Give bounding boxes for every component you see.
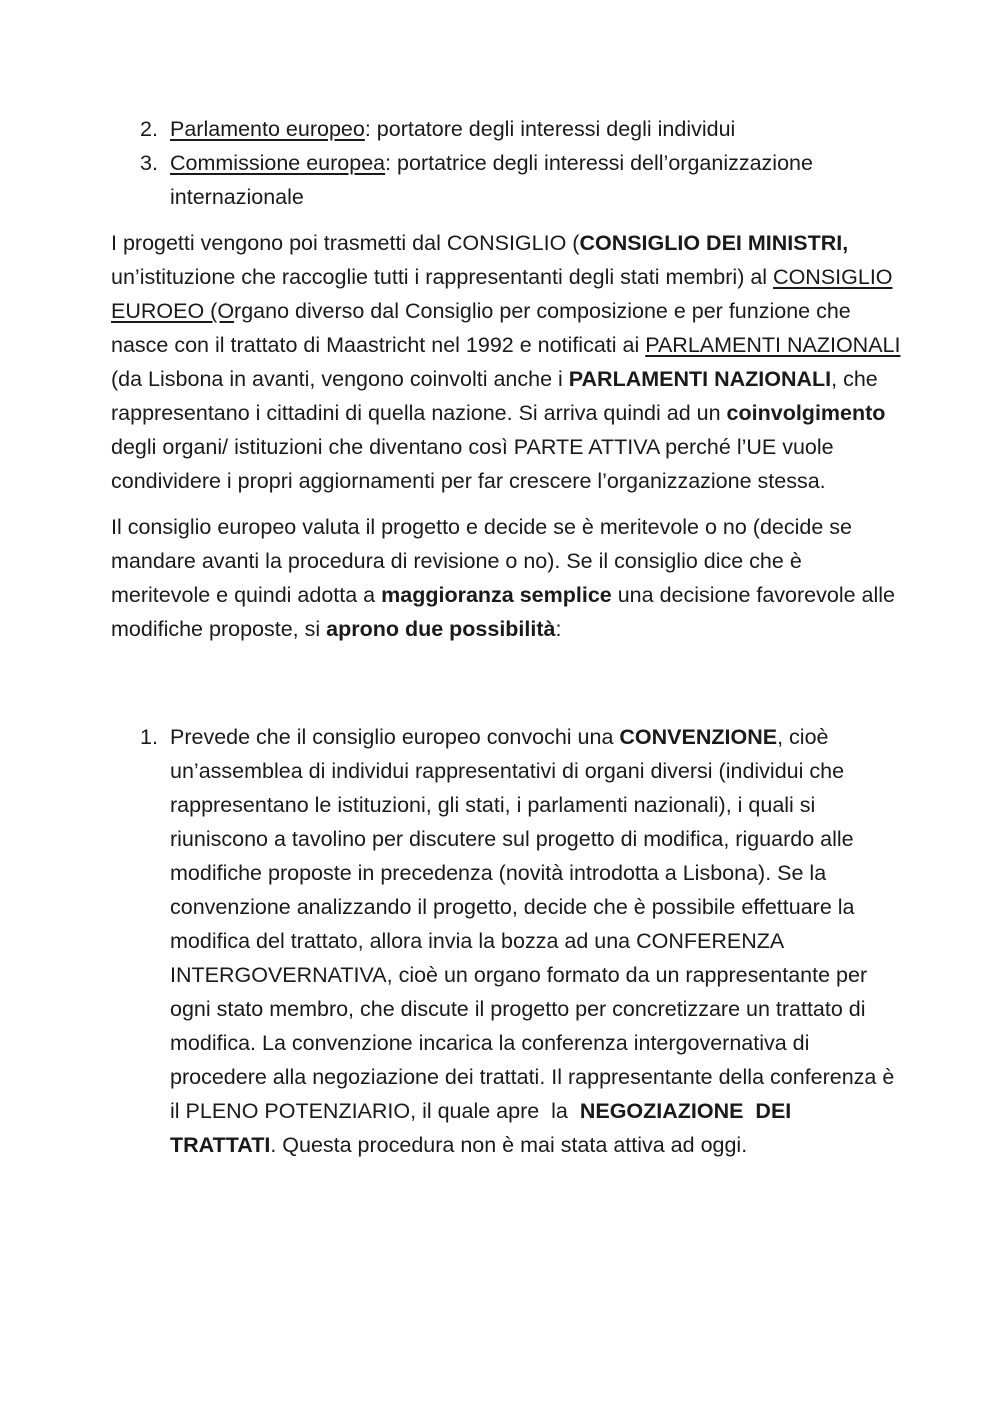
document-page [111, 112, 901, 1162]
list-item [111, 112, 901, 146]
list-term: Commissione europea [170, 151, 386, 175]
text-run: (da Lisbona in avanti, vengono coinvolti anche i [111, 367, 569, 391]
text-run: Prevede che il consiglio europeo convochi una [170, 725, 620, 749]
list-number: 1. [140, 725, 158, 749]
text-run: , che rappresentano i cittadini di quella nazione. Si arriva quindi ad un [111, 367, 878, 425]
list-number: 3. [140, 151, 158, 175]
bold-run: NEGOZIAZIONE DEI TRATTATI [170, 1099, 798, 1157]
numbered-list-top [111, 112, 901, 214]
list-text: : portatrice degli interessi dell’organizzazione internazionale [170, 151, 813, 209]
bold-run: PARLAMENTI NAZIONALI [568, 367, 832, 391]
text-run: , cioè un’assemblea di individui rappresentativi di organi diversi (individui che rappresentano le istituzioni, gli stati, i parlamenti nazionali), i quali si riuniscono a tavolino per discutere sul progetto di modifica, riguardo alle modifiche proposte in precedenza (novità introdotta a Lisbona). Se la convenzione analizzando il progetto, decide che è possibile effettuare la modifica del trattato, allora invia la bozza ad una CONFERENZA INTERGOVERNATIVA, cioè un organo formato da un rappresentante per ogni stato membro, che discute il progetto per concretizzare un trattato di modifica. La convenzione incarica la conferenza intergovernativa di procedere alla negoziazione dei trattati. Il rappresentante della conferenza è il PLENO POTENZIARIO, il quale apre la [170, 725, 901, 1123]
bold-run: CONSIGLIO DEI MINISTRI, [579, 231, 849, 255]
text-run: I progetti vengono poi trasmetti dal CONSIGLIO ( [111, 231, 580, 255]
text-run: una decisione favorevole alle modifiche proposte, si [111, 583, 896, 641]
list-item [111, 720, 901, 1162]
text-run: rgano diverso dal Consiglio per composizione e per funzione che nasce con il trattato di Maastricht nel 1992 e notificati ai [111, 299, 851, 357]
text-run: un’istituzione che raccoglie tutti i rappresentanti degli stati membri) al [111, 265, 774, 289]
list-number: 2. [140, 117, 158, 141]
text-run: degli organi/ istituzioni che diventano così PARTE ATTIVA perché l’UE vuole condividere i propri aggiornamenti per far crescere l’organizzazione stessa. [111, 435, 834, 493]
list-term: Parlamento europeo [170, 117, 365, 141]
paragraph-evaluation [111, 510, 901, 646]
text-run: . Questa procedura non è mai stata attiva ad oggi. [270, 1133, 748, 1157]
bold-run: coinvolgimento [726, 401, 886, 425]
text-run: : [555, 617, 562, 641]
underlined-run: PARLAMENTI NAZIONALI [645, 333, 901, 357]
paragraph-transmission [111, 226, 901, 498]
bold-run: maggioranza semplice [381, 583, 612, 607]
numbered-list-bottom [111, 720, 901, 1162]
bold-run: CONVENZIONE [619, 725, 778, 749]
bold-run: aprono due possibilità [326, 617, 556, 641]
list-text: : portatore degli interessi degli individui [364, 117, 736, 141]
list-item [111, 146, 901, 214]
underlined-run: CONSIGLIO EUROEO (O [111, 265, 893, 323]
text-run: Il consiglio europeo valuta il progetto e decide se è meritevole o no (decide se mandare avanti la procedura di revisione o no). Se il consiglio dice che è meritevole e quindi adotta a [111, 515, 853, 607]
